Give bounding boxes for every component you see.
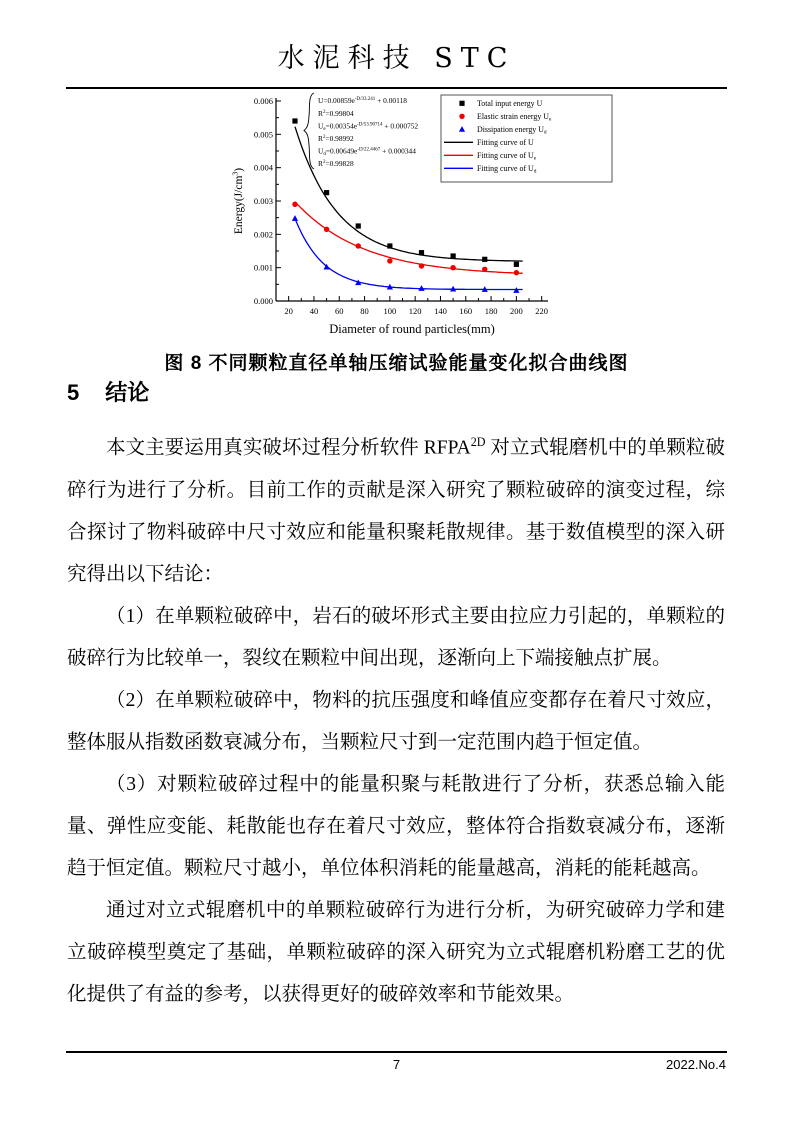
svg-text:R2=0.98992: $R^2=0.98992$ xyxy=(318,134,354,143)
y-axis-ticks xyxy=(276,101,281,301)
chart-legend xyxy=(441,95,612,182)
svg-text:20: 20 xyxy=(284,306,293,316)
x-axis-labels xyxy=(284,306,548,316)
svg-text:Energy(J/cm3): $Energy(J/cm^3)$ xyxy=(230,167,245,235)
fit-curve-Ue xyxy=(295,202,523,274)
svg-text:U=0.00859e-D/33.241 + 0.00118: $U=0.00859e^{-D/33.241} + 0.00118$ xyxy=(318,96,407,105)
figure-caption: 图 8 不同颗粒直径单轴压缩试验能量变化拟合曲线图 xyxy=(164,353,629,374)
svg-text:160: 160 xyxy=(459,306,473,316)
rfpa-superscript: 2D xyxy=(470,435,486,449)
svg-text:40: 40 xyxy=(309,306,319,316)
page-number: 7 xyxy=(392,1057,401,1072)
section-title: 结论 xyxy=(105,380,150,405)
svg-text:0.000: 0.000 xyxy=(253,296,273,306)
footer-divider xyxy=(66,1051,727,1053)
svg-text:Total input energy U: Total input energy U xyxy=(477,99,543,108)
svg-text:0.006: 0.006 xyxy=(253,96,273,106)
paragraph-1-text: 本文主要运用真实破坏过程分析软件 RFPA xyxy=(106,437,471,459)
svg-text:Dissipation energy Ud: Dissipation energy $U_d$ xyxy=(477,125,547,136)
issue-label: 2022.No.4 xyxy=(666,1057,726,1072)
svg-text:Fitting curve of U: Fitting curve of U xyxy=(477,138,534,147)
svg-text:0.002: 0.002 xyxy=(253,229,273,240)
svg-text:R2=0.99804: $R^2=0.99804$ xyxy=(318,109,354,118)
svg-text:0.001: 0.001 xyxy=(253,262,273,273)
x-axis-ticks xyxy=(289,296,542,301)
section-heading xyxy=(67,376,725,407)
svg-text:100: 100 xyxy=(383,306,397,316)
paragraph-2: （1）在单颗粒破碎中，岩石的破坏形式主要由拉应力引起的，单颗粒的破碎行为比较单一，裂纹在颗粒中间出现，逐渐向上下端接触点扩展。 xyxy=(67,605,725,669)
svg-text:60: 60 xyxy=(335,306,344,316)
svg-text:0.004: 0.004 xyxy=(253,162,273,173)
paragraph-5: 通过对立式辊磨机中的单颗粒破碎行为进行分析，为研究破碎力学和建立破碎模型奠定了基础，单颗粒破碎的深入研究为立式辊磨机粉磨工艺的优化提供了有益的参考，以获得更好的破碎效率和节能效果。 xyxy=(67,899,725,1005)
svg-text:80: 80 xyxy=(360,306,369,316)
svg-text:Fitting curve of Ue: Fitting curve of $U_e$ xyxy=(477,151,537,162)
section-number: 5 xyxy=(67,380,80,405)
svg-text:200: 200 xyxy=(509,306,523,316)
svg-text:0.005: 0.005 xyxy=(253,129,273,140)
svg-text:R2=0.99828: $R^2=0.99828$ xyxy=(318,159,354,168)
fit-equations xyxy=(304,93,418,169)
energy-vs-diameter-chart xyxy=(230,90,620,352)
svg-text:0.003: 0.003 xyxy=(253,196,273,206)
svg-text:Elastic strain energy Ue: Elastic strain energy $U_e$ xyxy=(477,112,552,123)
paragraph-1 xyxy=(67,421,725,596)
paragraph-4: （3）对颗粒破碎过程中的能量积聚与耗散进行了分析，获悉总输入能量、弹性应变能、耗散能也存在着尺寸效应，整体符合指数衰减分布，逐渐趋于恒定值。颗粒尺寸越小，单位体积消耗的能量越高，消耗的能耗越高。 xyxy=(67,773,725,879)
y-axis-labels xyxy=(254,96,274,306)
svg-text:120: 120 xyxy=(408,306,422,316)
figure-8 xyxy=(0,90,793,374)
section-conclusion xyxy=(67,376,725,1016)
data-points-Ue xyxy=(292,202,519,276)
header-divider xyxy=(66,87,727,89)
svg-text:Ue=0.00354e-D/53.90714 + 0.000: $U_e=0.00354e^{-D/53.90714} + 0.000752$ xyxy=(318,121,419,133)
paragraph-1-cont: 对立式辊磨机中的单颗粒破碎行为进行了分析。目前工作的贡献是深入研究了颗粒破碎的演变过程，综合探讨了物料破碎中尺寸效应和能量积聚耗散规律。基于数值模型的深入研究得出以下结论： xyxy=(67,437,725,585)
paragraph-3: （2）在单颗粒破碎中，物料的抗压强度和峰值应变都存在着尺寸效应，整体服从指数函数衰减分布，当颗粒尺寸到一定范围内趋于恒定值。 xyxy=(67,689,725,753)
svg-text:140: 140 xyxy=(434,306,447,316)
svg-text:Diameter of round particles(mm: Diameter of round particles(mm) xyxy=(329,322,495,336)
svg-text:220: 220 xyxy=(535,306,549,316)
svg-text:Ud=0.00649e-D/22.4467 + 0.0003: $U_d=0.00649e^{-D/22.4467} + 0.000344$ xyxy=(318,146,416,158)
svg-text:180: 180 xyxy=(484,306,498,316)
svg-text:Fitting curve of Ud: Fitting curve of $U_d$ xyxy=(477,164,537,175)
chart-container xyxy=(230,90,620,357)
journal-title: 水泥科技 STC xyxy=(277,43,516,74)
